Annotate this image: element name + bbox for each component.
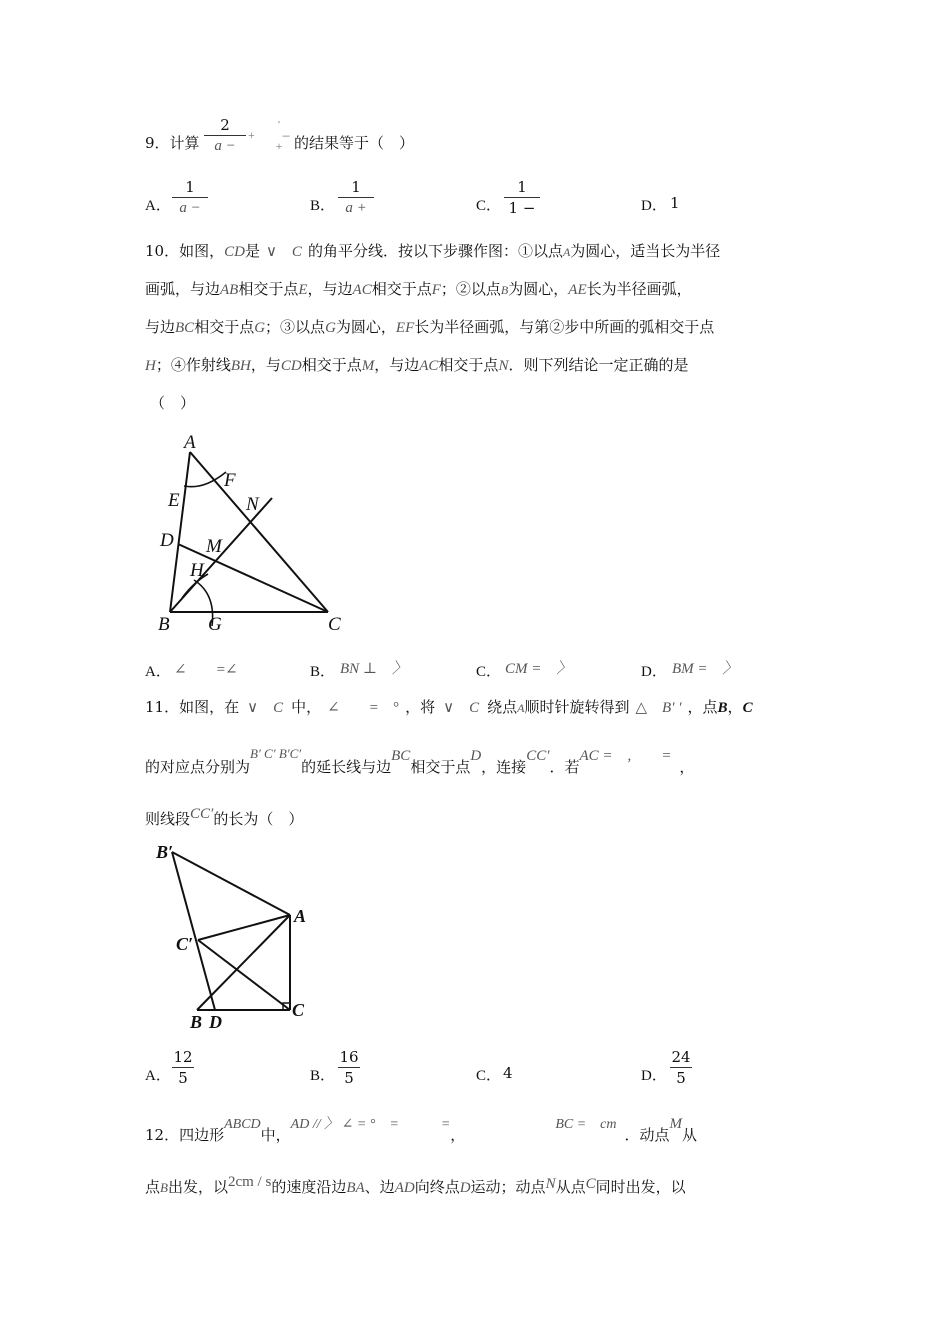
q11-text: 顺时针旋转得到 — [524, 698, 630, 716]
segment-a-c-prime — [198, 915, 290, 940]
label-b: B — [190, 1012, 203, 1032]
q11-text: ，点 — [687, 698, 718, 716]
q12-math: 2cm / s — [227, 1174, 272, 1190]
q11-math: D — [470, 748, 482, 764]
q11-math: ∠ = ° — [327, 700, 400, 716]
q12-text: 、边 — [364, 1178, 395, 1196]
q11-option-a-num: 12 — [173, 1048, 193, 1066]
q10-option-c-letter: C． — [476, 664, 502, 680]
q10-math: AC — [419, 358, 439, 374]
q11-figure — [150, 838, 330, 1034]
q9-option-b-den: a + — [345, 200, 367, 216]
label-b-prime: B′ — [156, 842, 174, 862]
q10-text: 相交于点 — [301, 356, 362, 374]
q10-math: H — [145, 358, 156, 374]
q12-line-1 — [145, 1116, 698, 1145]
q10-option-b-text: BN ⊥ 〉 — [340, 661, 408, 677]
q10-text: 画弧，与边 — [145, 280, 221, 298]
q10-text: 10．如图， — [145, 242, 225, 260]
q9-option-c-fraction — [504, 178, 540, 217]
q12-text: 点 — [145, 1178, 161, 1196]
q10-text: 为圆心， — [335, 318, 396, 336]
q11-text: 的长为（ ） — [213, 810, 304, 828]
q10-math: CD — [224, 244, 245, 260]
q9-frac2-den: + — [275, 139, 283, 153]
q10-option-d-text: BM = 〉 — [672, 661, 738, 677]
q10-option-a-letter: A． — [145, 664, 171, 680]
q9-option-b-num: 1 — [351, 178, 361, 196]
label-a: A — [184, 432, 196, 453]
q11-text: 的对应点分别为 — [145, 758, 251, 776]
q11-option-a-den: 5 — [178, 1069, 188, 1087]
label-f: F — [224, 470, 236, 491]
q10-option-d-letter: D． — [641, 664, 667, 680]
q11-option-b-letter: B． — [310, 1068, 336, 1084]
q12-text: ， — [450, 1126, 466, 1144]
q11-text: 则线段 — [145, 810, 191, 828]
q12-math: M — [669, 1116, 682, 1132]
q12-math: BA — [346, 1180, 365, 1196]
q11-option-c-text: 4 — [503, 1064, 513, 1082]
q10-math: AC — [352, 282, 372, 298]
q10-text: ，与边 — [307, 280, 353, 298]
segment-b-prime-a — [172, 852, 290, 915]
q9-fraction-1 — [204, 116, 246, 155]
q12-text: 同时出发，以 — [595, 1178, 686, 1196]
q9-frac1-den: a − — [214, 138, 236, 154]
q12-math: AD — [394, 1180, 415, 1196]
q12-text: 从点 — [555, 1178, 586, 1196]
q11-option-a-letter: A． — [145, 1068, 171, 1084]
q11-math: CC′ — [190, 806, 214, 822]
q12-math: B — [160, 1180, 168, 1195]
q11-option-b-fraction — [338, 1048, 360, 1087]
q10-math: F — [431, 282, 441, 298]
q11-math: ∨ C — [443, 700, 480, 716]
q10-math: AE — [568, 282, 587, 298]
q12-math: ABCD — [224, 1117, 261, 1132]
q11-text: ．若 — [549, 758, 580, 776]
q9-suffix: 的结果等于（ ） — [294, 134, 415, 152]
q9-option-a-num: 1 — [185, 178, 195, 196]
q10-text: 相交于点 — [238, 280, 299, 298]
q10-math: B — [500, 283, 509, 297]
q11-math: B′ C′ B′C′ — [250, 746, 302, 761]
q10-math: CD — [280, 358, 302, 374]
q10-text: 是 — [244, 242, 260, 260]
q10-option-c-text: CM = 〉 — [505, 661, 572, 677]
q11-math: △ B′ ′ — [635, 700, 682, 716]
q10-text: ．则下列结论一定正确的是 — [508, 356, 689, 374]
q10-text: 的角平分线．按以下步骤作图：①以点 — [307, 242, 563, 260]
q11-text: ， — [727, 698, 743, 716]
q10-text: 相交于点 — [438, 356, 499, 374]
q11-math: ∨ C — [247, 700, 284, 716]
q10-text: 为圆心，适当长为半径 — [570, 242, 721, 260]
q12-text: 向终点 — [414, 1178, 460, 1196]
q10-text: ，与 — [250, 356, 281, 374]
q9-frac2-dash: − — [282, 129, 291, 145]
q10-text: ；②以点 — [440, 280, 501, 298]
q11-text: 相交于点 — [410, 758, 471, 776]
q11-option-c-letter: C． — [476, 1068, 502, 1084]
q9-option-c-den: 1 − — [508, 199, 536, 217]
q9-option-d-letter: D． — [641, 198, 667, 214]
q10-text: 相交于点 — [371, 280, 432, 298]
q10-line-5: （ ） — [150, 394, 196, 412]
segment-ab — [197, 915, 290, 1010]
q9-option-a-letter: A． — [145, 198, 171, 214]
q10-math: BC — [175, 320, 195, 336]
q9-frac2-num: ' — [278, 119, 280, 131]
q11-text: 的延长线与边 — [301, 758, 392, 776]
q9-frac1-num: 2 — [220, 116, 230, 134]
q10-math: ∨ C — [265, 244, 302, 260]
q10-math: BH — [230, 358, 251, 374]
label-c: C — [292, 1000, 305, 1020]
q10-text: ；④作射线 — [155, 356, 231, 374]
q9-option-a-den: a − — [179, 200, 201, 216]
label-a: A — [294, 906, 307, 926]
q10-text: 长为半径画弧， — [586, 280, 692, 298]
q11-text: 11．如图，在 — [145, 698, 240, 716]
label-h: H — [190, 560, 204, 581]
q10-figure — [150, 428, 370, 640]
q10-text: ，与边 — [374, 356, 420, 374]
label-c-prime: C′ — [176, 934, 194, 954]
q11-text: ， — [679, 758, 695, 776]
q11-option-d-letter: D． — [641, 1068, 667, 1084]
q12-line-2 — [145, 1176, 686, 1197]
q11-line-1 — [145, 696, 753, 717]
q10-math: AB — [220, 282, 239, 298]
q11-text: ，连接 — [481, 758, 527, 776]
q12-text: 中， — [260, 1126, 291, 1144]
q10-math: A — [562, 245, 571, 259]
segment-b-prime-d — [172, 852, 215, 1010]
q9-option-a-fraction — [172, 178, 208, 217]
q11-option-d-den: 5 — [676, 1069, 686, 1087]
q9-option-c-letter: C． — [476, 198, 502, 214]
label-d: D — [160, 530, 174, 551]
q11-option-a-fraction — [172, 1048, 194, 1087]
q9-plus: + — [248, 128, 255, 142]
q10-line-4 — [145, 354, 688, 375]
q11-option-d-fraction — [670, 1048, 692, 1087]
q11-text: 绕点 — [487, 698, 518, 716]
q9-option-b-fraction — [338, 178, 374, 217]
q12-math: AD // 〉 ∠ = ° = = — [290, 1117, 451, 1132]
q12-text: ．动点 — [624, 1126, 670, 1144]
q10-text: ；③以点 — [265, 318, 326, 336]
q11-math: AC = , = — [579, 748, 672, 764]
q11-option-b-den: 5 — [344, 1069, 354, 1087]
q10-math: M — [361, 358, 375, 374]
q10-math: N — [498, 358, 509, 374]
q11-text: 中， — [291, 698, 322, 716]
q12-math: C — [585, 1176, 596, 1192]
q12-text: 的速度沿边 — [271, 1178, 347, 1196]
q10-line-2 — [145, 278, 692, 299]
q11-line-2 — [145, 746, 695, 777]
q10-math: G — [325, 320, 336, 336]
q11-math-bold: B — [717, 700, 728, 716]
label-m: M — [206, 536, 222, 557]
q12-math: D — [459, 1180, 471, 1196]
q10-line-3 — [145, 316, 714, 337]
q9-option-c-num: 1 — [517, 178, 527, 196]
q10-text: 长为半径画弧，与第②步中所画的弧相交于点 — [414, 318, 715, 336]
q12-math: BC = cm — [555, 1117, 617, 1132]
q10-text: 为圆心， — [508, 280, 569, 298]
q12-text: 从 — [682, 1126, 698, 1144]
q10-math: EF — [395, 320, 415, 336]
q11-text: ，将 — [405, 698, 436, 716]
q12-text: 12．四边形 — [145, 1126, 225, 1144]
q12-text: 运动；动点 — [470, 1178, 546, 1196]
q11-math: CC′ — [526, 748, 550, 764]
q11-option-b-num: 16 — [339, 1048, 359, 1066]
q11-math: A — [517, 701, 525, 715]
q11-math-bold: C — [742, 700, 753, 716]
q11-math: BC — [391, 748, 411, 764]
label-g: G — [208, 614, 222, 635]
arc-ef — [184, 472, 226, 487]
q10-line-1 — [145, 240, 720, 261]
q11-line-3 — [145, 808, 303, 829]
q9-option-b-letter: B． — [310, 198, 336, 214]
label-d: D — [209, 1012, 222, 1032]
label-b: B — [158, 614, 170, 635]
q10-text: 相交于点 — [194, 318, 255, 336]
q10-math: G — [254, 320, 266, 336]
q11-option-d-num: 24 — [671, 1048, 691, 1066]
label-c: C — [328, 614, 341, 635]
q9-option-d-text: 1 — [670, 194, 680, 212]
label-n: N — [246, 494, 259, 515]
segment-ac — [190, 452, 328, 612]
q9-prefix: 9．计算 — [145, 134, 200, 152]
q10-math: E — [298, 282, 308, 298]
q10-option-a-text: ∠ =∠ — [174, 662, 238, 678]
q10-option-b-letter: B． — [310, 664, 336, 680]
q12-math: N — [545, 1176, 556, 1192]
q12-text: 出发，以 — [167, 1178, 228, 1196]
q10-text: 与边 — [145, 318, 176, 336]
label-e: E — [168, 490, 180, 511]
